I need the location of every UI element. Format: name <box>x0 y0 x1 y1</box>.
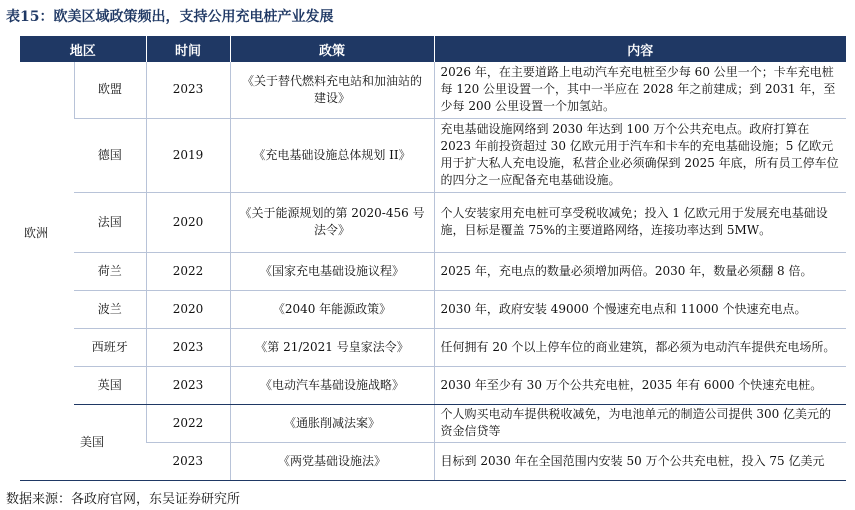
table-header-row <box>20 36 846 62</box>
region-us: 美国 <box>20 404 146 480</box>
policy-cell: 《关于替代燃料充电站和加油站的建设》 <box>230 62 434 118</box>
content-cell: 2030 年，政府安装 49000 个慢速充电点和 11000 个快速充电点。 <box>434 290 846 328</box>
year-cell: 2022 <box>146 252 230 290</box>
country-cell: 西班牙 <box>74 328 146 366</box>
region-europe: 欧洲 <box>24 225 49 240</box>
content-cell: 2030 年至少有 30 万个公共充电桩，2035 年有 6000 个快速充电桩。 <box>434 366 846 404</box>
policy-cell: 《通胀削减法案》 <box>230 404 434 442</box>
policy-table <box>20 36 846 481</box>
content-cell: 2025 年，充电点的数量必须增加两倍。2030 年，数量必须翻 8 倍。 <box>434 252 846 290</box>
year-cell: 2023 <box>146 366 230 404</box>
country-cell: 德国 <box>74 118 146 192</box>
table-row <box>20 62 846 118</box>
policy-cell: 《第 21/2021 号皇家法令》 <box>230 328 434 366</box>
policy-cell: 《关于能源规划的第 2020-456 号法令》 <box>230 192 434 252</box>
country-cell: 荷兰 <box>74 252 146 290</box>
year-cell: 2020 <box>146 192 230 252</box>
header-year: 时间 <box>146 36 230 62</box>
table-row <box>20 118 846 192</box>
year-cell: 2023 <box>146 328 230 366</box>
data-source-note: 数据来源：各政府官网，东吴证券研究所 <box>6 492 241 507</box>
year-cell: 2020 <box>146 290 230 328</box>
year-cell: 2022 <box>146 404 230 442</box>
table-row <box>20 366 846 404</box>
year-cell: 2023 <box>146 442 230 480</box>
year-cell: 2023 <box>146 62 230 118</box>
table-row <box>20 290 846 328</box>
table-row <box>20 192 846 252</box>
content-cell: 个人购买电动车提供税收减免，为电池单元的制造公司提供 300 亿美元的资金信贷等 <box>434 404 846 442</box>
header-content: 内容 <box>434 36 846 62</box>
policy-cell: 《2040 年能源政策》 <box>230 290 434 328</box>
content-cell: 充电基础设施网络到 2030 年达到 100 万个公共充电点。政府打算在 2023 年前投资超过 30 亿欧元用于汽车和卡车的充电基础设施；5 亿欧元用于扩大私人充电设施，私营企业必须确保到 2025 年底，所有员工停车位的四分之一应配备充电基础设施。 <box>434 118 846 192</box>
policy-cell: 《充电基础设施总体规划 II》 <box>230 118 434 192</box>
header-policy: 政策 <box>230 36 434 62</box>
content-cell: 目标到 2030 年在全国范围内安装 50 万个公共充电桩，投入 75 亿美元 <box>434 442 846 480</box>
country-cell: 波兰 <box>74 290 146 328</box>
policy-cell: 《两党基础设施法》 <box>230 442 434 480</box>
table-row <box>20 328 846 366</box>
content-cell: 2026 年，在主要道路上电动汽车充电桩至少每 60 公里一个；卡车充电桩每 120 公里设置一个，其中一半应在 2028 年之前建成；到 2031 年，至少每 200 公里设置一个加氢站。 <box>434 62 846 118</box>
country-cell: 法国 <box>74 192 146 252</box>
year-cell: 2019 <box>146 118 230 192</box>
policy-cell: 《电动汽车基础设施战略》 <box>230 366 434 404</box>
table-row <box>20 404 846 442</box>
policy-cell: 《国家充电基础设施议程》 <box>230 252 434 290</box>
table-row <box>20 252 846 290</box>
country-cell: 欧盟 <box>74 62 146 118</box>
content-cell: 任何拥有 20 个以上停车位的商业建筑，都必须为电动汽车提供充电场所。 <box>434 328 846 366</box>
content-cell: 个人安装家用充电桩可享受税收减免；投入 1 亿欧元用于发展充电基础设施，目标是覆盖 75%的主要道路网络，连接功率达到 5MW。 <box>434 192 846 252</box>
country-cell: 英国 <box>74 366 146 404</box>
header-region: 地区 <box>20 36 146 62</box>
table-title: 表15：欧美区域政策频出，支持公用充电桩产业发展 <box>6 9 334 25</box>
